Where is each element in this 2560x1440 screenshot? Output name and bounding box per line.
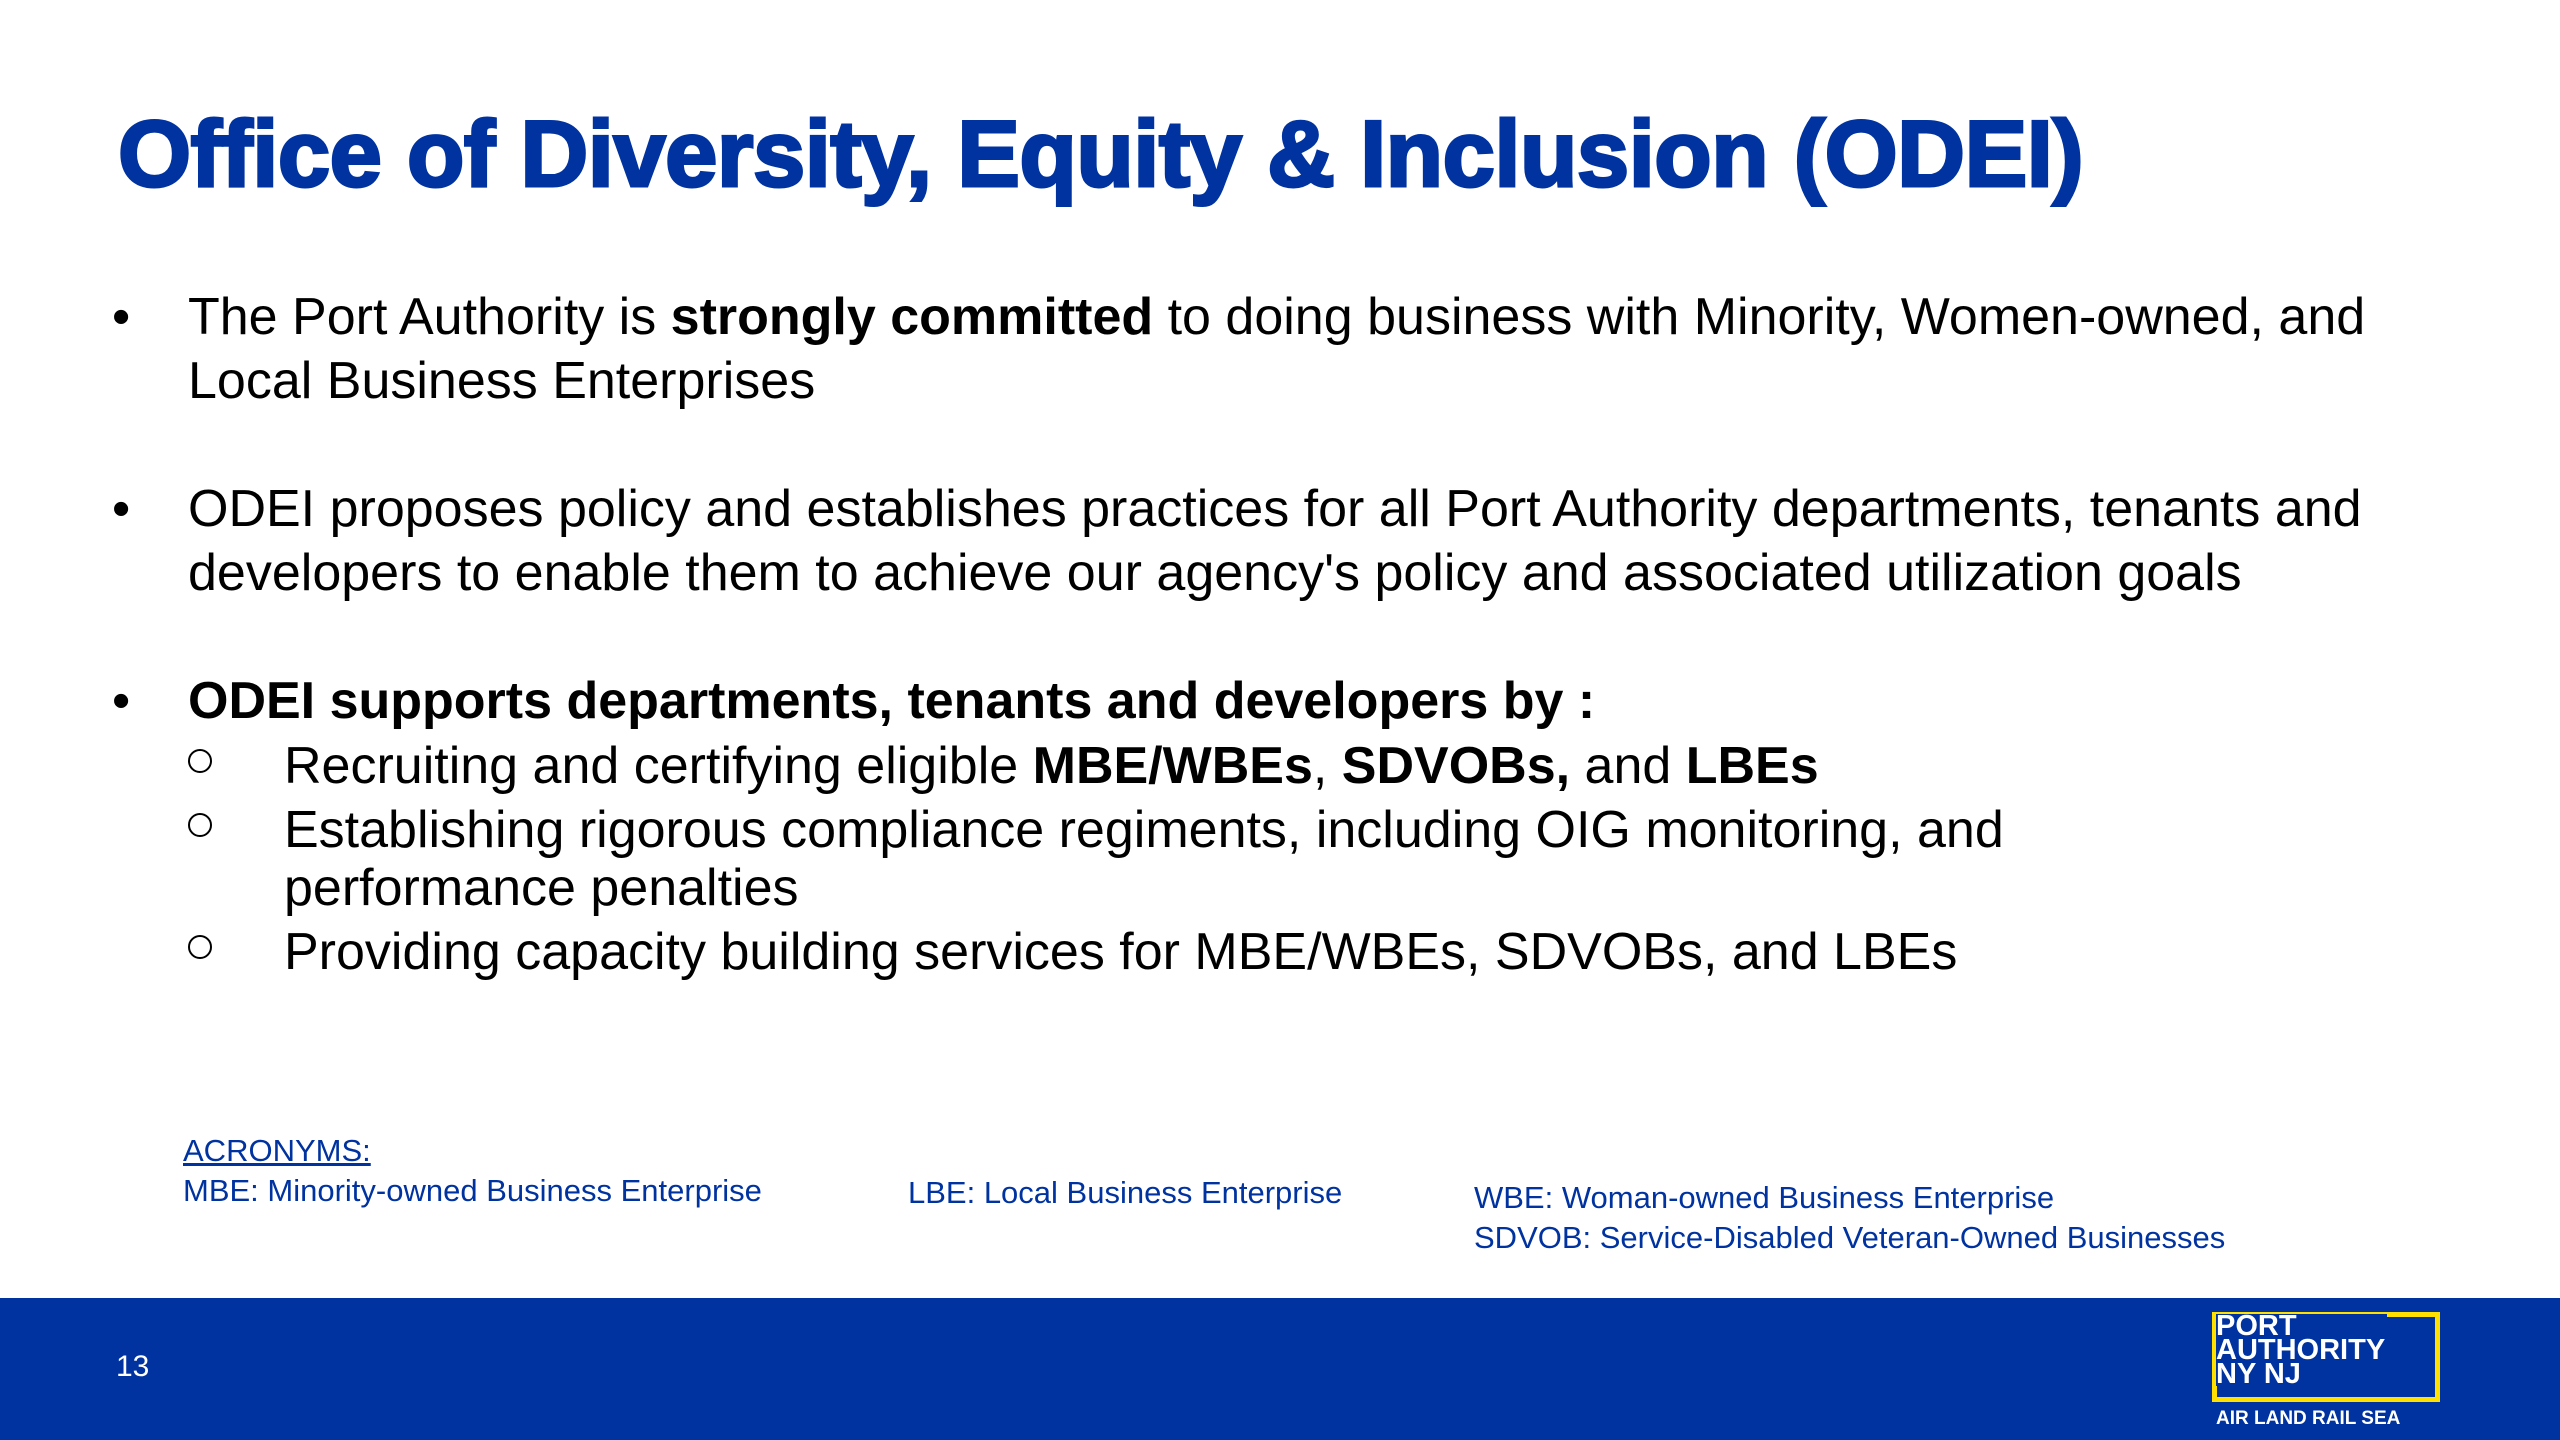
bullet-marker: • bbox=[112, 480, 131, 538]
bullet-text: ODEI proposes policy and establishes practices for all Port Authority departments, tenants and developers to enable them to achieve our agency's policy and associated utilization goals bbox=[188, 480, 2362, 602]
acronyms-block-left bbox=[183, 1131, 762, 1211]
bullet-marker: • bbox=[112, 672, 131, 730]
acronym-wbe: WBE: Woman-owned Business Enterprise bbox=[1474, 1180, 2055, 1215]
page-number: 13 bbox=[116, 1350, 150, 1383]
acronym-sdvob: SDVOB: Service-Disabled Veteran-Owned Businesses bbox=[1474, 1220, 2226, 1255]
circle-bullet-icon bbox=[188, 935, 212, 959]
slide-title: Office of Diversity, Equity & Inclusion (ODEI) bbox=[118, 101, 2084, 206]
logo-wordmark bbox=[2216, 1310, 2387, 1390]
sub-bullet-text: , bbox=[1312, 737, 1342, 795]
sub-bullet-text: Establishing rigorous compliance regiments, including OIG monitoring, and performance penalties bbox=[284, 801, 2004, 917]
bullet-policy bbox=[112, 477, 2372, 605]
sub-bullet-recruiting bbox=[188, 737, 2168, 795]
logo-line-port: PORT bbox=[2216, 1310, 2297, 1342]
bullet-heading: ODEI supports departments, tenants and developers by : bbox=[188, 672, 1596, 730]
circle-bullet-icon bbox=[188, 813, 212, 837]
sub-bullet-bold: MBE/WBEs bbox=[1032, 737, 1313, 795]
acronyms-block-right bbox=[1474, 1178, 2225, 1258]
bullet-supports bbox=[112, 669, 2168, 981]
acronyms-block-middle bbox=[908, 1173, 1342, 1213]
sub-bullet-compliance bbox=[188, 801, 2168, 917]
bullet-text: to doing business with Minority, Women-owned, and Local Business Enterprises bbox=[188, 288, 2366, 410]
bullet-marker: • bbox=[112, 288, 131, 346]
sub-bullet-text: and bbox=[1570, 737, 1686, 795]
bullet-text: The Port Authority is bbox=[188, 288, 671, 346]
logo-tagline: AIR LAND RAIL SEA bbox=[2216, 1408, 2401, 1429]
port-authority-logo bbox=[2212, 1312, 2442, 1432]
sub-bullet-text: Recruiting and certifying eligible bbox=[284, 737, 1033, 795]
bullet-bold-text: strongly committed bbox=[670, 288, 1154, 346]
sub-bullet-list bbox=[188, 737, 2168, 981]
footer-bar bbox=[0, 1298, 2560, 1440]
logo-line-authority: AUTHORITY bbox=[2216, 1334, 2386, 1366]
sub-bullet-bold: LBEs bbox=[1685, 737, 1819, 795]
sub-bullet-text: Providing capacity building services for MBE/WBEs, SDVOBs, and LBEs bbox=[284, 923, 1958, 981]
sub-bullet-bold: SDVOBs, bbox=[1341, 737, 1571, 795]
acronym-lbe: LBE: Local Business Enterprise bbox=[908, 1175, 1343, 1210]
sub-bullet-capacity bbox=[188, 923, 2168, 981]
acronym-mbe: MBE: Minority-owned Business Enterprise bbox=[183, 1173, 762, 1208]
bullet-list bbox=[112, 285, 2372, 987]
circle-bullet-icon bbox=[188, 749, 212, 773]
acronyms-title: ACRONYMS: bbox=[183, 1133, 371, 1168]
logo-line-nynj: NY NJ bbox=[2216, 1358, 2301, 1390]
bullet-commitment bbox=[112, 285, 2372, 413]
